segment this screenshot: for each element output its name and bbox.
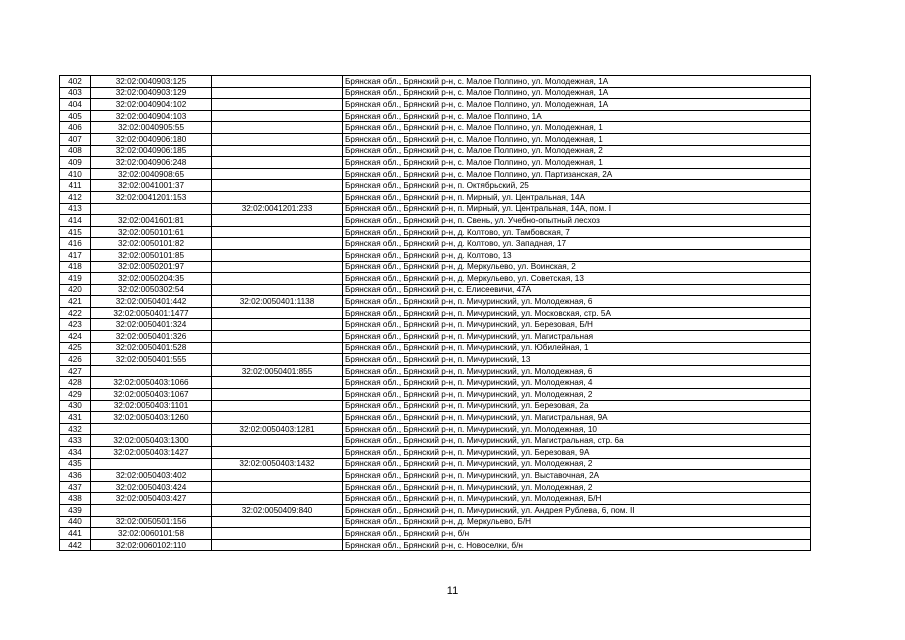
table-row [60,365,811,377]
cadastral-number-cell: 32:02:0050101:82 [91,238,212,250]
secondary-cadastral-number-cell: 32:02:0050403:1281 [212,423,343,435]
row-number-cell: 416 [60,238,91,250]
cadastral-number-cell: 32:02:0050403:1067 [91,389,212,401]
cadastral-number-cell: 32:02:0050204:35 [91,273,212,285]
row-number-cell: 407 [60,133,91,145]
row-number-cell: 440 [60,516,91,528]
address-cell: Брянская обл., Брянский р-н, д. Колтово, ул. Тамбовская, 7 [343,226,811,238]
address-cell: Брянская обл., Брянский р-н, п. Мичуринский, ул. Молодежная, 2 [343,481,811,493]
table-row [60,226,811,238]
secondary-cadastral-number-cell [212,168,343,180]
table-row [60,180,811,192]
row-number-cell: 405 [60,110,91,122]
table-row [60,481,811,493]
address-cell: Брянская обл., Брянский р-н, д. Меркульево, Б/Н [343,516,811,528]
table-row [60,377,811,389]
address-cell: Брянская обл., Брянский р-н, п. Мичуринский, ул. Молодежная, Б/Н [343,493,811,505]
table-row [60,261,811,273]
row-number-cell: 420 [60,284,91,296]
table-row [60,389,811,401]
table-row [60,319,811,331]
table-row [60,145,811,157]
address-cell: Брянская обл., Брянский р-н, п. Октябрьский, 25 [343,180,811,192]
row-number-cell: 442 [60,539,91,551]
table-row [60,273,811,285]
cadastral-number-cell: 32:02:0050401:326 [91,331,212,343]
cadastral-number-cell [91,504,212,516]
cadastral-number-cell: 32:02:0041601:81 [91,215,212,227]
secondary-cadastral-number-cell [212,180,343,192]
secondary-cadastral-number-cell: 32:02:0050409:840 [212,504,343,516]
row-number-cell: 434 [60,447,91,459]
secondary-cadastral-number-cell [212,377,343,389]
row-number-cell: 415 [60,226,91,238]
address-cell: Брянская обл., Брянский р-н, с. Елисеевичи, 47А [343,284,811,296]
row-number-cell: 413 [60,203,91,215]
table-row [60,493,811,505]
table-row [60,296,811,308]
cadastral-number-cell: 32:02:0041201:153 [91,191,212,203]
secondary-cadastral-number-cell [212,319,343,331]
cadastral-number-cell: 32:02:0050101:85 [91,249,212,261]
cadastral-number-cell: 32:02:0050403:1427 [91,447,212,459]
cadastral-number-cell: 32:02:0040906:180 [91,133,212,145]
secondary-cadastral-number-cell: 32:02:0041201:233 [212,203,343,215]
secondary-cadastral-number-cell [212,470,343,482]
cadastral-number-cell: 32:02:0060102:110 [91,539,212,551]
table-row [60,284,811,296]
secondary-cadastral-number-cell: 32:02:0050401:855 [212,365,343,377]
row-number-cell: 438 [60,493,91,505]
address-cell: Брянская обл., Брянский р-н, д. Меркульево, ул. Воинская, 2 [343,261,811,273]
address-cell: Брянская обл., Брянский р-н, д. Колтово, ул. Западная, 17 [343,238,811,250]
address-cell: Брянская обл., Брянский р-н, с. Малое Полпино, ул. Партизанская, 2А [343,168,811,180]
table-row [60,99,811,111]
table-row [60,203,811,215]
table-row [60,539,811,551]
address-cell: Брянская обл., Брянский р-н, п. Мичуринский, ул. Московская, стр. 5А [343,307,811,319]
table-row [60,249,811,261]
cadastral-number-cell [91,203,212,215]
cadastral-number-cell: 32:02:0050403:1101 [91,400,212,412]
table-row [60,331,811,343]
row-number-cell: 432 [60,423,91,435]
cadastral-number-cell: 32:02:0050401:555 [91,354,212,366]
address-cell: Брянская обл., Брянский р-н, п. Мичуринский, ул. Магистральная [343,331,811,343]
table-row [60,354,811,366]
secondary-cadastral-number-cell [212,539,343,551]
cadastral-number-cell: 32:02:0040905:55 [91,122,212,134]
secondary-cadastral-number-cell [212,145,343,157]
secondary-cadastral-number-cell [212,528,343,540]
address-cell: Брянская обл., Брянский р-н, б/н [343,528,811,540]
table-row [60,215,811,227]
secondary-cadastral-number-cell [212,215,343,227]
address-cell: Брянская обл., Брянский р-н, с. Малое Полпино, ул. Молодежная, 2 [343,145,811,157]
cadastral-number-cell: 32:02:0050401:442 [91,296,212,308]
row-number-cell: 419 [60,273,91,285]
row-number-cell: 412 [60,191,91,203]
table-row [60,423,811,435]
secondary-cadastral-number-cell [212,481,343,493]
address-cell: Брянская обл., Брянский р-н, п. Мичуринский, ул. Молодежная, 4 [343,377,811,389]
cadastral-number-cell: 32:02:0040903:129 [91,87,212,99]
secondary-cadastral-number-cell [212,249,343,261]
row-number-cell: 418 [60,261,91,273]
cadastral-number-cell [91,458,212,470]
cadastral-number-cell: 32:02:0050401:1477 [91,307,212,319]
secondary-cadastral-number-cell: 32:02:0050403:1432 [212,458,343,470]
cadastral-number-cell: 32:02:0040904:103 [91,110,212,122]
cadastral-number-cell [91,423,212,435]
address-cell: Брянская обл., Брянский р-н, п. Мичуринский, ул. Молодежная, 2 [343,458,811,470]
secondary-cadastral-number-cell [212,76,343,88]
secondary-cadastral-number-cell [212,226,343,238]
row-number-cell: 421 [60,296,91,308]
row-number-cell: 436 [60,470,91,482]
address-cell: Брянская обл., Брянский р-н, с. Малое Полпино, ул. Молодежная, 1 [343,133,811,145]
table-row [60,400,811,412]
address-cell: Брянская обл., Брянский р-н, п. Мирный, ул. Центральная, 14А, пом. I [343,203,811,215]
secondary-cadastral-number-cell: 32:02:0050401:1138 [212,296,343,308]
secondary-cadastral-number-cell [212,110,343,122]
secondary-cadastral-number-cell [212,493,343,505]
secondary-cadastral-number-cell [212,412,343,424]
secondary-cadastral-number-cell [212,273,343,285]
address-cell: Брянская обл., Брянский р-н, п. Мичуринский, ул. Молодежная, 6 [343,296,811,308]
row-number-cell: 435 [60,458,91,470]
row-number-cell: 439 [60,504,91,516]
row-number-cell: 431 [60,412,91,424]
row-number-cell: 425 [60,342,91,354]
cadastral-number-cell: 32:02:0050201:97 [91,261,212,273]
secondary-cadastral-number-cell [212,354,343,366]
row-number-cell: 427 [60,365,91,377]
cadastral-number-cell: 32:02:0040904:102 [91,99,212,111]
address-cell: Брянская обл., Брянский р-н, п. Мичуринский, ул. Молодежная, 2 [343,389,811,401]
address-cell: Брянская обл., Брянский р-н, с. Малое Полпино, ул. Молодежная, 1А [343,99,811,111]
table-row [60,412,811,424]
secondary-cadastral-number-cell [212,191,343,203]
address-cell: Брянская обл., Брянский р-н, д. Колтово, 13 [343,249,811,261]
row-number-cell: 404 [60,99,91,111]
address-cell: Брянская обл., Брянский р-н, п. Мичуринский, ул. Выставочная, 2А [343,470,811,482]
address-cell: Брянская обл., Брянский р-н, п. Мичуринский, ул. Юбилейная, 1 [343,342,811,354]
address-cell: Брянская обл., Брянский р-н, п. Мичуринский, 13 [343,354,811,366]
table-body [60,76,811,551]
cadastral-number-cell: 32:02:0040908:65 [91,168,212,180]
row-number-cell: 406 [60,122,91,134]
row-number-cell: 437 [60,481,91,493]
row-number-cell: 408 [60,145,91,157]
address-cell: Брянская обл., Брянский р-н, с. Малое Полпино, ул. Молодежная, 1А [343,76,811,88]
address-cell: Брянская обл., Брянский р-н, п. Мичуринский, ул. Андрея Рублева, 6, пом. II [343,504,811,516]
secondary-cadastral-number-cell [212,342,343,354]
table-row [60,87,811,99]
secondary-cadastral-number-cell [212,516,343,528]
table-row [60,447,811,459]
row-number-cell: 411 [60,180,91,192]
address-cell: Брянская обл., Брянский р-н, п. Мичуринский, ул. Молодежная, 10 [343,423,811,435]
address-cell: Брянская обл., Брянский р-н, с. Малое Полпино, ул. Молодежная, 1 [343,157,811,169]
cadastral-number-cell [91,365,212,377]
secondary-cadastral-number-cell [212,122,343,134]
row-number-cell: 409 [60,157,91,169]
cadastral-number-cell: 32:02:0050302:54 [91,284,212,296]
table-row [60,528,811,540]
row-number-cell: 428 [60,377,91,389]
secondary-cadastral-number-cell [212,87,343,99]
secondary-cadastral-number-cell [212,133,343,145]
secondary-cadastral-number-cell [212,307,343,319]
cadastral-number-cell: 32:02:0040903:125 [91,76,212,88]
secondary-cadastral-number-cell [212,400,343,412]
address-cell: Брянская обл., Брянский р-н, п. Мичуринский, ул. Березовая, Б/Н [343,319,811,331]
table-row [60,342,811,354]
address-cell: Брянская обл., Брянский р-н, п. Свень, ул. Учебно-опытный лесхоз [343,215,811,227]
row-number-cell: 429 [60,389,91,401]
cadastral-number-cell: 32:02:0050401:528 [91,342,212,354]
table-row [60,516,811,528]
cadastral-number-cell: 32:02:0040906:248 [91,157,212,169]
address-cell: Брянская обл., Брянский р-н, п. Мичуринский, ул. Молодежная, 6 [343,365,811,377]
secondary-cadastral-number-cell [212,284,343,296]
cadastral-number-cell: 32:02:0050403:424 [91,481,212,493]
table-row [60,435,811,447]
secondary-cadastral-number-cell [212,157,343,169]
address-cell: Брянская обл., Брянский р-н, п. Мичуринский, ул. Березовая, 2а [343,400,811,412]
row-number-cell: 430 [60,400,91,412]
row-number-cell: 441 [60,528,91,540]
row-number-cell: 410 [60,168,91,180]
address-cell: Брянская обл., Брянский р-н, с. Малое Полпино, ул. Молодежная, 1 [343,122,811,134]
cadastral-number-cell: 32:02:0050403:1066 [91,377,212,389]
row-number-cell: 414 [60,215,91,227]
secondary-cadastral-number-cell [212,389,343,401]
secondary-cadastral-number-cell [212,261,343,273]
secondary-cadastral-number-cell [212,238,343,250]
cadastral-number-cell: 32:02:0050403:1260 [91,412,212,424]
address-cell: Брянская обл., Брянский р-н, п. Мичуринский, ул. Магистральная, стр. 6а [343,435,811,447]
table-row [60,504,811,516]
page-number: 11 [446,585,459,597]
address-cell: Брянская обл., Брянский р-н, с. Новоселки, б/н [343,539,811,551]
cadastral-number-cell: 32:02:0050403:427 [91,493,212,505]
row-number-cell: 417 [60,249,91,261]
secondary-cadastral-number-cell [212,99,343,111]
cadastral-number-cell: 32:02:0041001:37 [91,180,212,192]
address-cell: Брянская обл., Брянский р-н, д. Меркульево, ул. Советская, 13 [343,273,811,285]
address-cell: Брянская обл., Брянский р-н, п. Мичуринский, ул. Березовая, 9А [343,447,811,459]
row-number-cell: 422 [60,307,91,319]
address-cell: Брянская обл., Брянский р-н, п. Мирный, ул. Центральная, 14А [343,191,811,203]
table-row [60,168,811,180]
table-row [60,122,811,134]
cadastral-number-cell: 32:02:0050403:402 [91,470,212,482]
row-number-cell: 426 [60,354,91,366]
cadastral-number-cell: 32:02:0050403:1300 [91,435,212,447]
table-row [60,76,811,88]
row-number-cell: 402 [60,76,91,88]
address-cell: Брянская обл., Брянский р-н, с. Малое Полпино, 1А [343,110,811,122]
address-cell: Брянская обл., Брянский р-н, п. Мичуринский, ул. Магистральная, 9А [343,412,811,424]
row-number-cell: 403 [60,87,91,99]
row-number-cell: 424 [60,331,91,343]
cadastral-number-cell: 32:02:0050401:324 [91,319,212,331]
secondary-cadastral-number-cell [212,447,343,459]
property-registry-table [59,75,811,551]
row-number-cell: 423 [60,319,91,331]
secondary-cadastral-number-cell [212,331,343,343]
cadastral-number-cell: 32:02:0060101:58 [91,528,212,540]
cadastral-number-cell: 32:02:0050501:156 [91,516,212,528]
secondary-cadastral-number-cell [212,435,343,447]
address-cell: Брянская обл., Брянский р-н, с. Малое Полпино, ул. Молодежная, 1А [343,87,811,99]
table-row [60,157,811,169]
table-row [60,307,811,319]
table-row [60,133,811,145]
table-row [60,191,811,203]
cadastral-number-cell: 32:02:0050101:61 [91,226,212,238]
row-number-cell: 433 [60,435,91,447]
table-row [60,458,811,470]
table-row [60,238,811,250]
table-row [60,110,811,122]
cadastral-number-cell: 32:02:0040906:185 [91,145,212,157]
table-row [60,470,811,482]
